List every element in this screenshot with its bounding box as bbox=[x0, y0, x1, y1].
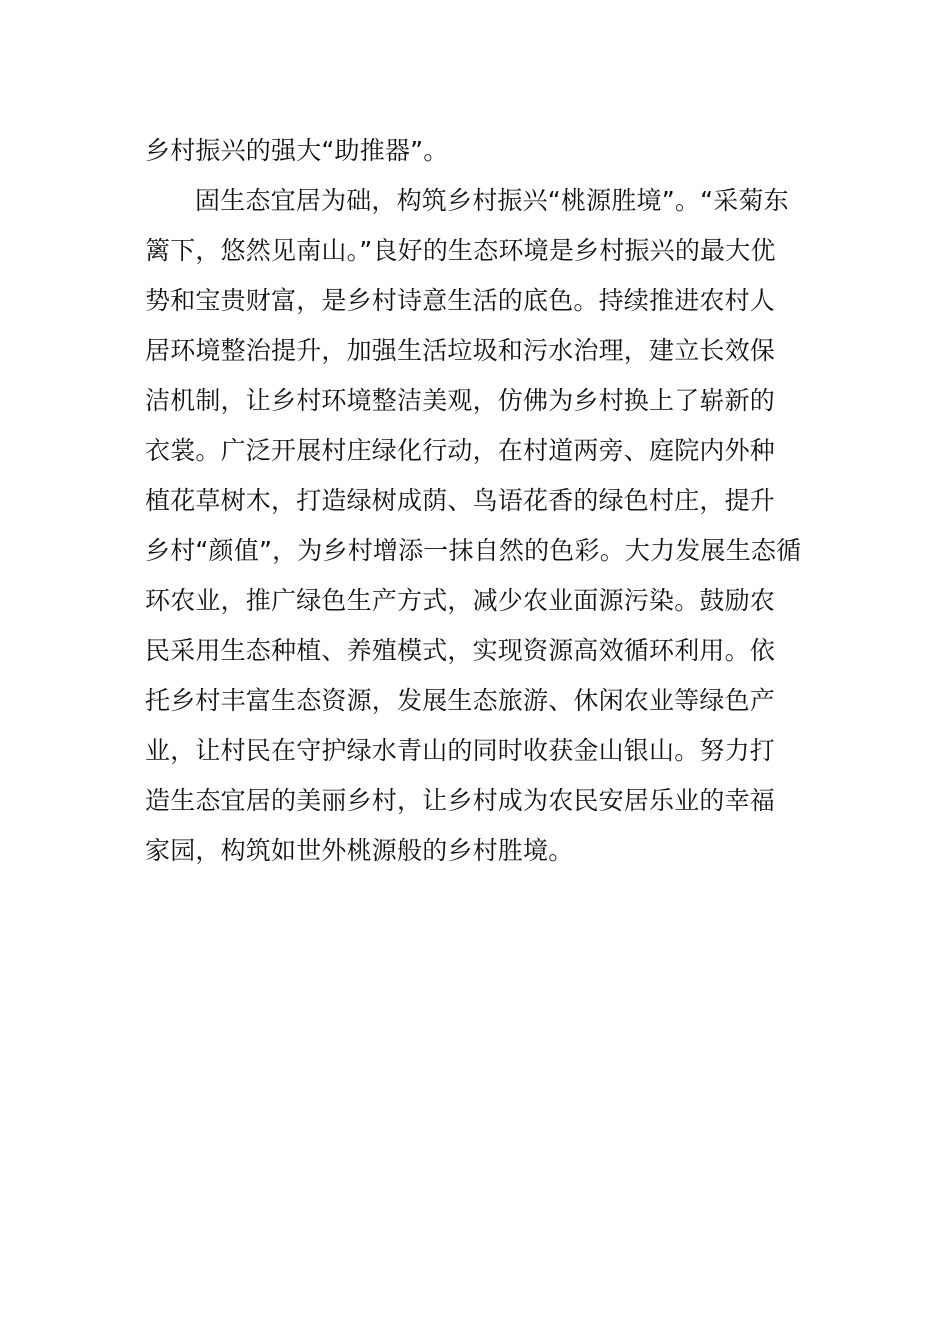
text-line: 托乡村丰富生态资源，发展生态旅游、休闲农业等绿色产 bbox=[145, 686, 776, 715]
text-line: 洁机制，让乡村环境整洁美观，仿佛为乡村换上了崭新的 bbox=[145, 386, 776, 415]
text-line: 篱下，悠然见南山。”良好的生态环境是乡村振兴的最大优 bbox=[145, 236, 776, 265]
text-line: 造生态宜居的美丽乡村，让乡村成为农民安居乐业的幸福 bbox=[145, 786, 776, 815]
text-line: 衣裳。广泛开展村庄绿化行动，在村道两旁、庭院内外种 bbox=[145, 436, 776, 465]
paragraph-first-line: 固生态宜居为础，构筑乡村振兴“桃源胜境”。“采菊东 bbox=[195, 186, 789, 215]
text-line: 居环境整治提升，加强生活垃圾和污水治理，建立长效保 bbox=[145, 336, 776, 365]
text-line: 植花草树木，打造绿树成荫、鸟语花香的绿色村庄，提升 bbox=[145, 486, 776, 515]
text-line: 势和宝贵财富，是乡村诗意生活的底色。持续推进农村人 bbox=[145, 286, 776, 315]
body-text bbox=[145, 126, 810, 876]
text-line: 民采用生态种植、养殖模式，实现资源高效循环利用。依 bbox=[145, 636, 776, 665]
text-line: 家园，构筑如世外桃源般的乡村胜境。 bbox=[145, 836, 574, 865]
text-line: 乡村“颜值”，为乡村增添一抹自然的色彩。大力发展生态循 bbox=[145, 536, 802, 565]
text-line: 环农业，推广绿色生产方式，减少农业面源污染。鼓励农 bbox=[145, 586, 776, 615]
text-line: 业，让村民在守护绿水青山的同时收获金山银山。努力打 bbox=[145, 736, 776, 765]
text-line: 乡村振兴的强大“助推器”。 bbox=[145, 136, 449, 165]
